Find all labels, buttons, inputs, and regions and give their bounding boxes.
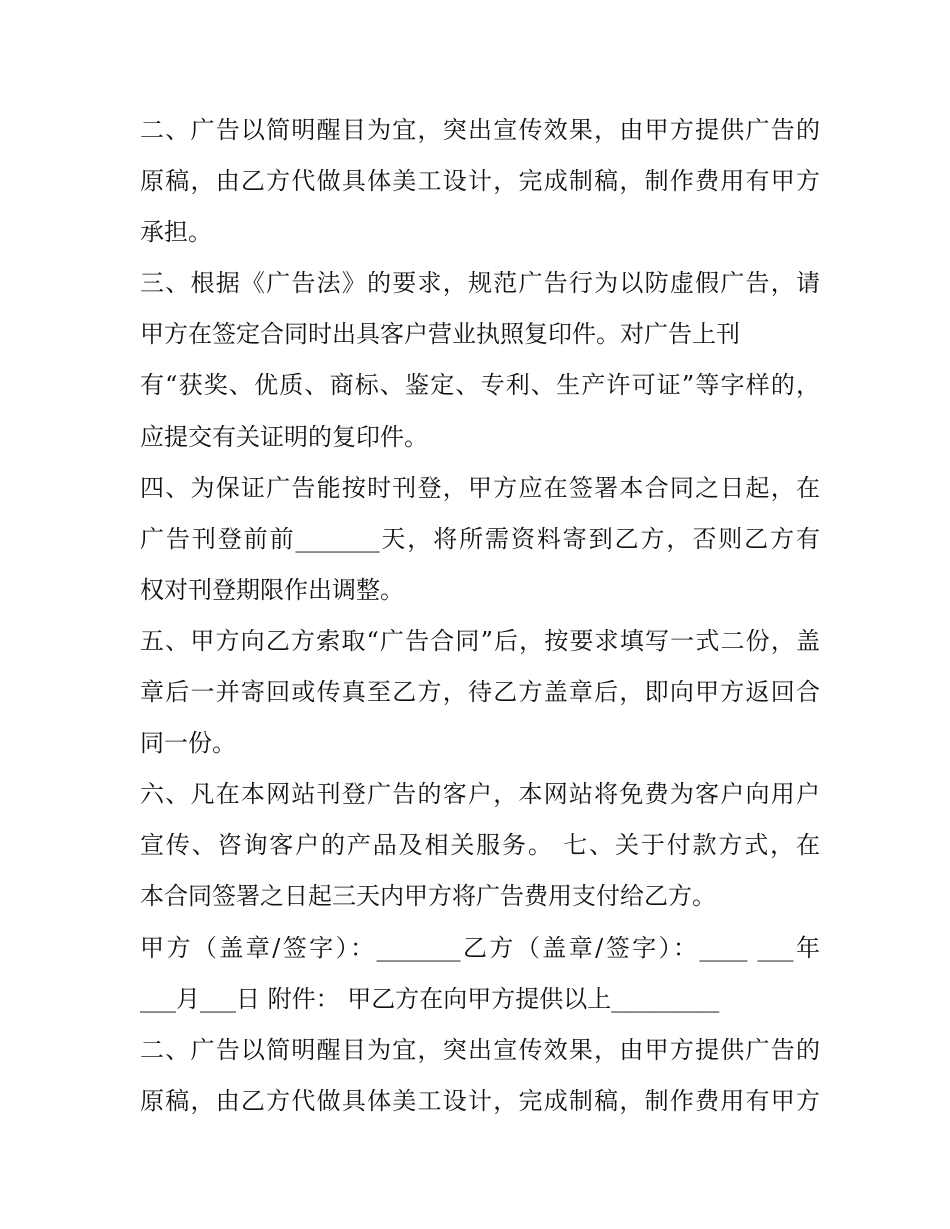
text-line: 四、为保证广告能按时刊登，甲方应在签署本合同之日起，在 bbox=[140, 473, 820, 502]
text-line: 五、甲方向乙方索取“广告合同”后，按要求填写一式二份，盖 bbox=[140, 626, 820, 655]
text-line: 甲方（盖章/签字）：_______乙方（盖章/签字）：____ ___年 bbox=[140, 933, 820, 962]
text-line: 原稿，由乙方代做具体美工设计，完成制稿，制作费用有甲方 bbox=[140, 167, 820, 196]
text-line: 本合同签署之日起三天内甲方将广告费用支付给乙方。 bbox=[140, 882, 716, 911]
text-line: 二、广告以简明醒目为宜，突出宣传效果，由甲方提供广告的 bbox=[140, 1035, 820, 1064]
text-line: 二、广告以简明醒目为宜，突出宣传效果，由甲方提供广告的 bbox=[140, 116, 820, 144]
text-line: 宣传、咨询客户的产品及相关服务。 七、关于付款方式，在 bbox=[140, 831, 820, 860]
text-line: 三、根据《广告法》的要求，规范广告行为以防虚假广告，请 bbox=[140, 269, 820, 298]
text-line: 广告刊登前前_______天，将所需资料寄到乙方，否则乙方有 bbox=[140, 524, 820, 553]
text-line: 甲方在签定合同时出具客户营业执照复印件。对广告上刊 bbox=[140, 320, 740, 349]
contract-text bbox=[140, 105, 820, 1127]
text-line: ___月___日 附件： 甲乙方在向甲方提供以上_________ bbox=[140, 984, 720, 1013]
text-line: 应提交有关证明的复印件。 bbox=[140, 422, 428, 451]
text-line: 章后一并寄回或传真至乙方，待乙方盖章后，即向甲方返回合 bbox=[140, 678, 820, 707]
text-line: 六、凡在本网站刊登广告的客户，本网站将免费为客户向用户 bbox=[140, 780, 820, 809]
text-line: 同一份。 bbox=[140, 729, 236, 758]
text-line: 承担。 bbox=[140, 218, 212, 247]
text-line: 有“获奖、优质、商标、鉴定、专利、生产许可证”等字样的， bbox=[140, 371, 820, 400]
text-line: 原稿，由乙方代做具体美工设计，完成制稿，制作费用有甲方 bbox=[140, 1086, 820, 1115]
text-line: 权对刊登期限作出调整。 bbox=[140, 575, 404, 604]
